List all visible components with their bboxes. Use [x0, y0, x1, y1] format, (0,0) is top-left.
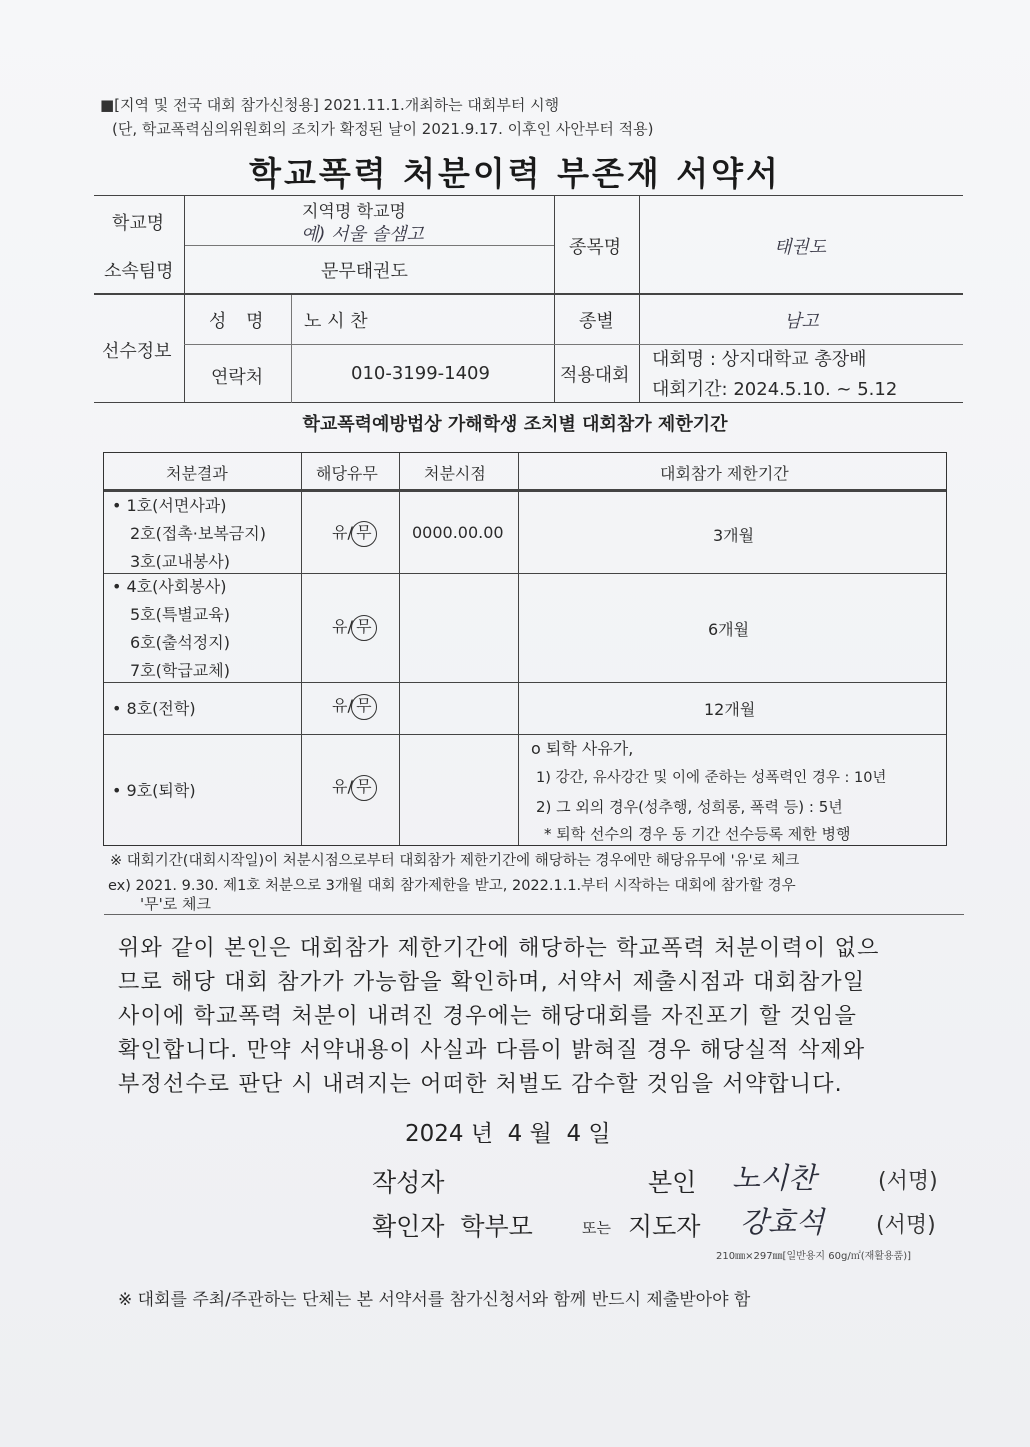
competition-period: 대회기간: 2024.5.10. ~ 5.12 — [652, 379, 898, 400]
team-label: 소속팀명 — [104, 261, 174, 282]
divider — [104, 914, 964, 915]
footnote-1: ※ 대회기간(대회시작일)이 처분시점으로부터 대회참가 제한기간에 해당하는 경우에만 해당유무에 '유'로 체크 — [110, 853, 800, 869]
row4-limit-line-1: o 퇴학 사유가, — [531, 739, 634, 758]
row2-item-2: 5호(특별교육) — [130, 605, 230, 624]
event-label: 종목명 — [569, 237, 622, 258]
row1-date: 0000.00.00 — [412, 523, 504, 542]
info-table — [94, 195, 963, 403]
pledge-line-4: 확인합니다. 만약 서약내용이 사실과 다름이 밝혀질 경우 해당실적 삭제와 — [118, 1038, 866, 1063]
row1-item-3: 3호(교내봉사) — [130, 552, 230, 571]
row2-limit: 6개월 — [708, 620, 750, 639]
event-value: 태권도 — [774, 237, 827, 258]
row1-limit: 3개월 — [713, 526, 755, 545]
pledge-line-3: 사이에 학교폭력 처분이 내려진 경우에는 해당대회를 자진포기 할 것임을 — [118, 1004, 858, 1029]
header-date: 처분시점 — [424, 464, 486, 483]
name-label: 성 명 — [209, 311, 264, 332]
confirm-label: 확인자 학부모 — [372, 1212, 533, 1241]
row4-limit-line-4: * 퇴학 선수의 경우 동 기간 선수등록 제한 병행 — [544, 825, 851, 843]
or-label: 또는 — [582, 1219, 611, 1237]
self-signature: 노시찬 — [732, 1161, 817, 1195]
paper-spec: 210㎜×297㎜[일반용지 60g/㎡(재활용품)] — [716, 1251, 912, 1262]
coach-stamp: (서명) — [876, 1213, 936, 1238]
coach-label: 지도자 — [628, 1212, 701, 1241]
pledge-line-2: 므로 해당 대회 참가가 가능함을 확인하며, 서약서 제출시점과 대회참가일 — [118, 970, 866, 995]
contact-label: 연락처 — [211, 367, 264, 388]
coach-signature: 강효석 — [740, 1205, 825, 1239]
notice-line-1: ■[지역 및 전국 대회 참가신청용] 2021.11.1.개최하는 대회부터 시행 — [100, 96, 560, 114]
school-hint: 지역명 학교명 — [302, 202, 406, 222]
row2-item-1: • 4호(사회봉사) — [112, 577, 227, 596]
school-label: 학교명 — [112, 213, 165, 234]
row4-applicable: 유/ 무 — [332, 774, 377, 801]
self-label: 본인 — [648, 1168, 697, 1197]
circled-mark: 무 — [351, 521, 377, 547]
header-limit: 대회참가 제한기간 — [660, 464, 789, 483]
name-value: 노 시 찬 — [304, 311, 368, 332]
pledge-line-1: 위와 같이 본인은 대회참가 제한기간에 해당하는 학교폭력 처분이력이 없으 — [118, 936, 880, 961]
competition-label: 적용대회 — [560, 365, 630, 386]
player-info-label: 선수정보 — [102, 341, 172, 362]
row2-applicable: 유/ 무 — [332, 614, 377, 641]
competition-name: 대회명 : 상지대학교 총장배 — [652, 349, 867, 370]
pledge-line-5: 부정선수로 판단 시 내려지는 어떠한 처벌도 감수할 것임을 서약합니다. — [118, 1072, 843, 1097]
footnote-3: '무'로 체크 — [140, 895, 211, 913]
row4-limit-line-3: 2) 그 외의 경우(성추행, 성희롱, 폭력 등) : 5년 — [536, 798, 843, 816]
header-result: 처분결과 — [166, 464, 228, 483]
row2-item-4: 7호(학급교체) — [130, 661, 230, 680]
header-applicable: 해당유무 — [316, 464, 378, 483]
team-value: 문무태권도 — [321, 261, 408, 282]
footnote-2: ex) 2021. 9.30. 제1호 처분으로 3개월 대회 참가제한을 받고, 2022.1.1.부터 시작하는 대회에 참가할 경우 — [108, 878, 796, 894]
notice-line-2: (단, 학교폭력심의위원회의 조치가 확정된 날이 2021.9.17. 이후인 사안부터 적용) — [112, 120, 654, 138]
row3-item-1: • 8호(전학) — [112, 699, 196, 718]
category-value: 남고 — [784, 311, 819, 332]
self-stamp: (서명) — [878, 1169, 938, 1194]
row4-limit-line-2: 1) 강간, 유사강간 및 이에 준하는 성폭력인 경우 : 10년 — [536, 770, 887, 786]
row3-applicable: 유/ 무 — [332, 693, 377, 720]
circled-mark: 무 — [351, 615, 377, 641]
row3-limit: 12개월 — [704, 700, 756, 719]
penalty-table — [103, 452, 947, 846]
pledge-date: 2024 년 4 월 4 일 — [405, 1121, 611, 1147]
penalty-subtitle: 학교폭력예방법상 가해학생 조치별 대회참가 제한기간 — [302, 414, 728, 435]
row1-item-1: • 1호(서면사과) — [112, 496, 227, 515]
row1-applicable: 유/ 무 — [332, 520, 377, 547]
circled-mark: 무 — [351, 694, 377, 720]
circled-mark: 무 — [351, 775, 377, 801]
row1-item-2: 2호(접촉·보복금지) — [130, 524, 266, 543]
contact-value: 010-3199-1409 — [351, 363, 490, 384]
author-label: 작성자 — [372, 1168, 445, 1197]
category-label: 종별 — [579, 311, 614, 332]
school-value: 예) 서울 솔샘고 — [301, 224, 424, 245]
row4-item-1: • 9호(퇴학) — [112, 781, 196, 800]
document-title: 학교폭력 처분이력 부존재 서약서 — [249, 154, 781, 193]
bottom-note: ※ 대회를 주최/주관하는 단체는 본 서약서를 참가신청서와 함께 반드시 제출받아야 함 — [118, 1290, 751, 1310]
row2-item-3: 6호(출석정지) — [130, 633, 230, 652]
pledge-text — [118, 932, 948, 1102]
